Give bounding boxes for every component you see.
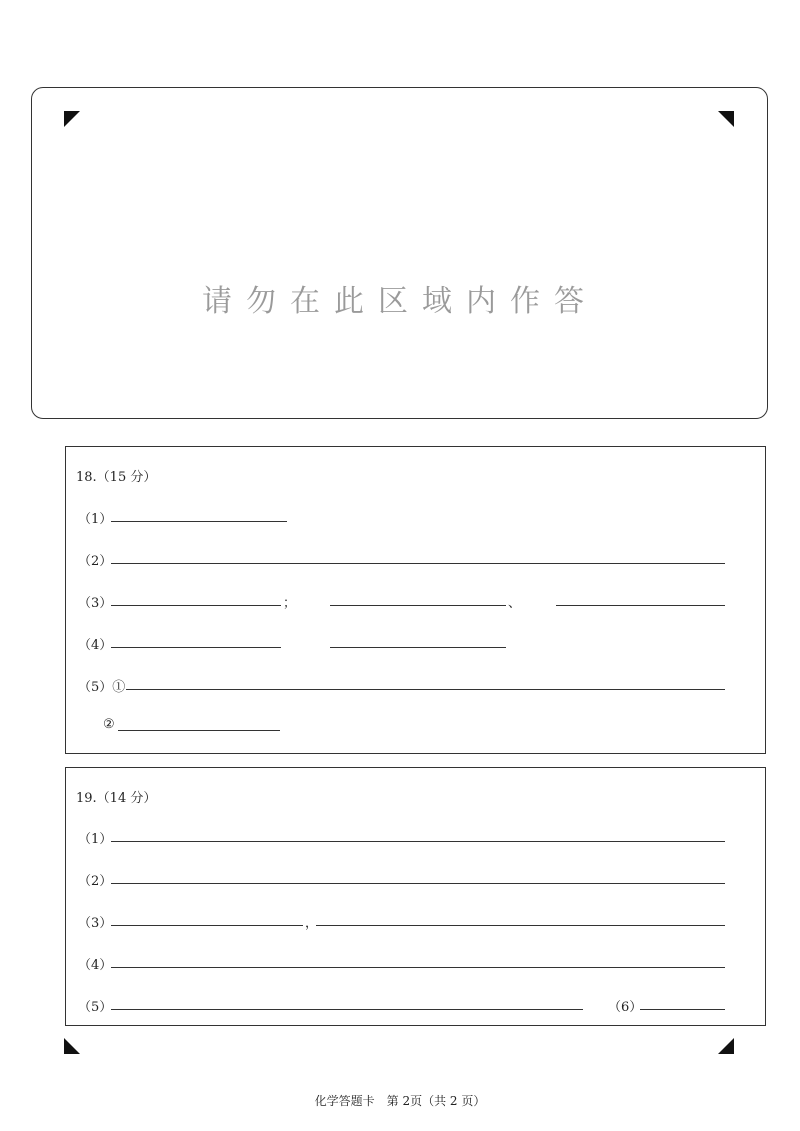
question-18-title: 18.（15 分）: [76, 470, 157, 485]
corner-marker-bottom-right: [718, 1038, 734, 1054]
q18-part1-answer-line[interactable]: [111, 521, 287, 522]
q19-part5-answer-line[interactable]: [111, 1009, 583, 1010]
q19-part4-label: （4）: [78, 958, 113, 973]
question-18-box: [65, 446, 766, 754]
q19-part2-label: （2）: [78, 874, 113, 889]
q18-part3-answer-line-1[interactable]: [111, 605, 281, 606]
q19-part4-answer-line[interactable]: [111, 967, 725, 968]
q18-part5-answer-line-2[interactable]: [118, 730, 280, 731]
q18-part3-separator-1: ；: [283, 596, 297, 611]
q18-part2-label: （2）: [78, 554, 113, 569]
q18-part3-label: （3）: [78, 596, 113, 611]
q18-part4-answer-line-1[interactable]: [111, 647, 281, 648]
q18-part4-label: （4）: [78, 638, 113, 653]
q19-part6-answer-line[interactable]: [640, 1009, 725, 1010]
q19-part3-separator: ，: [305, 916, 319, 931]
q19-part1-label: （1）: [78, 832, 113, 847]
q18-part3-answer-line-3[interactable]: [556, 605, 725, 606]
restricted-area-box: [31, 87, 768, 419]
q18-part5-label: （5）①: [78, 680, 126, 695]
q19-part1-answer-line[interactable]: [111, 841, 725, 842]
question-19-title: 19.（14 分）: [76, 791, 157, 806]
q18-part4-answer-line-2[interactable]: [330, 647, 506, 648]
q18-part5-answer-line-1[interactable]: [126, 689, 725, 690]
q18-part1-label: （1）: [78, 512, 113, 527]
q18-part2-answer-line[interactable]: [111, 563, 725, 564]
q18-part3-answer-line-2[interactable]: [330, 605, 506, 606]
q19-part3-answer-line-1[interactable]: [111, 925, 303, 926]
question-19-box: [65, 767, 766, 1026]
restricted-area-notice: 请勿在此区域内作答: [202, 284, 598, 319]
q18-part5-sub2-label: ②: [103, 717, 115, 732]
q18-part3-separator-2: 、: [508, 596, 522, 611]
q19-part2-answer-line[interactable]: [111, 883, 725, 884]
q19-part3-answer-line-2[interactable]: [316, 925, 725, 926]
q19-part6-label: （6）: [608, 1000, 643, 1015]
q19-part3-label: （3）: [78, 916, 113, 931]
q19-part5-label: （5）: [78, 1000, 113, 1015]
page-footer: 化学答题卡 第 2页（共 2 页）: [314, 1094, 486, 1108]
corner-marker-bottom-left: [64, 1038, 80, 1054]
